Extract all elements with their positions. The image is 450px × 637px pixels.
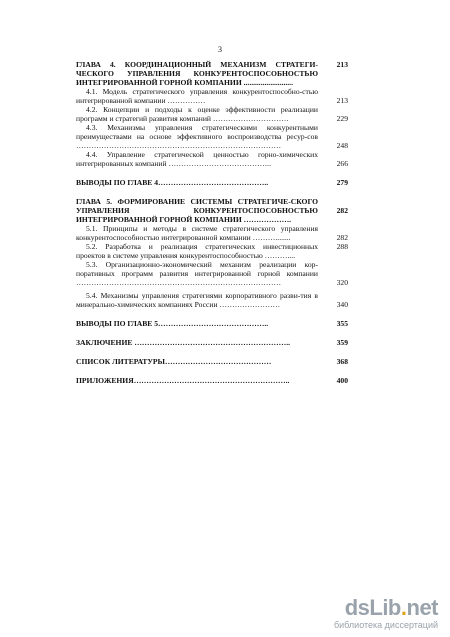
table-of-contents (76, 60, 348, 385)
toc-entry-text: 5.1. Принципы и методы в системе стратегического управления конкурентоспособностью интегрированной компании ………........ (76, 224, 318, 242)
toc-page-number: 266 (336, 159, 348, 168)
toc-page-number: 355 (336, 319, 348, 328)
toc-entry-text: 5.3. Организационно-экономический механизм реализации кор-поративных программ развития интегрированной горной компании ……………………………………………………………………… (76, 260, 318, 287)
toc-entry-text: 4.1. Модель стратегического управления конкурентоспособно-стью интегрированной компании …………… (76, 87, 318, 105)
toc-chapter-4 (76, 60, 348, 87)
page-number: 3 (218, 45, 222, 54)
toc-section-5-3 (76, 260, 348, 287)
toc-entry-text: ВЫВОДЫ ПО ГЛАВЕ 5…………………………………….. (76, 319, 269, 328)
toc-section-4-2 (76, 105, 348, 123)
toc-page-number: 282 (336, 233, 348, 242)
toc-entry-text: ПРИЛОЖЕНИЯ…………………………………………………….. (76, 376, 290, 385)
toc-entry-text: 4.3. Механизмы управления стратегическими конкурентными преимуществами на основе эффективного воспроизводства ресур-сов ……………………………………………………………………… (76, 123, 318, 150)
toc-page-number: 213 (336, 96, 348, 105)
toc-entry-text: ГЛАВА 5. ФОРМИРОВАНИЕ СИСТЕМЫ СТРАТЕГИЧЕ-СКОГО УПРАВЛЕНИЯ КОНКУРЕНТОСПОСОБНОСТЬЮ ИНТЕГРИРОВАННОЙ ГОРНОЙ КОМПАНИИ ………………. (76, 197, 318, 224)
toc-page-number: 248 (336, 141, 348, 150)
toc-page-number: 400 (336, 376, 348, 385)
logo-tld: net (406, 595, 438, 620)
toc-section-4-1 (76, 87, 348, 105)
toc-conclusion (76, 338, 348, 347)
toc-page-number: 340 (336, 300, 348, 309)
toc-appendices (76, 376, 348, 385)
toc-section-4-4 (76, 150, 348, 168)
toc-entry-text: СПИСОК ЛИТЕРАТУРЫ…………………………………… (76, 357, 272, 366)
toc-section-5-2 (76, 242, 348, 260)
toc-section-5-1 (76, 224, 348, 242)
toc-entry-text: 4.2. Концепции и подходы к оценке эффективности реализации программ и стратегий развития компаний ………………………… (76, 105, 318, 123)
logo-dot: . (400, 595, 407, 620)
toc-references (76, 357, 348, 366)
dslib-logo (334, 596, 438, 620)
toc-entry-text: ГЛАВА 4. КООРДИНАЦИОННЫЙ МЕХАНИЗМ СТРАТЕГИ-ЧЕСКОГО УПРАВЛЕНИЯ КОНКУРЕНТОСПОСОБНОСТЬЮ ИНТЕГРИРОВАННОЙ ГОРНОЙ КОМПАНИИ .......................... (76, 60, 318, 87)
logo-main: dsLib (344, 595, 401, 620)
watermark (334, 596, 438, 631)
toc-page-number: 320 (336, 278, 348, 287)
toc-page-number: 279 (336, 178, 348, 187)
toc-entry-text: 4.4. Управление стратегической ценностью горно-химических интегрированных компаний ………………………………….. (76, 150, 318, 168)
toc-entry-text: 5.2. Разработка и реализация стратегических инвестиционных проектов в системе управления конкурентоспособностью ……….... (76, 242, 318, 260)
toc-page-number: 288 (336, 242, 348, 251)
toc-conclusions-4 (76, 178, 348, 187)
toc-section-5-4 (76, 291, 348, 309)
toc-conclusions-5 (76, 319, 348, 328)
toc-entry-text: 5.4. Механизмы управления стратегиями корпоративного разви-тия в минерально-химических компаниях России …………………… (76, 291, 318, 309)
toc-entry-text: ЗАКЛЮЧЕНИЕ …………………………………………………….. (76, 338, 291, 347)
toc-page-number: 229 (336, 114, 348, 123)
toc-entry-text: ВЫВОДЫ ПО ГЛАВЕ 4…………………………………….. (76, 178, 269, 187)
toc-section-4-3 (76, 123, 348, 150)
toc-chapter-5 (76, 197, 348, 224)
watermark-subtitle: библиотека диссертаций (333, 620, 438, 630)
toc-page-number: 213 (336, 60, 348, 69)
toc-page-number: 359 (336, 338, 348, 347)
toc-page-number: 282 (336, 206, 348, 215)
toc-page-number: 368 (336, 357, 348, 366)
